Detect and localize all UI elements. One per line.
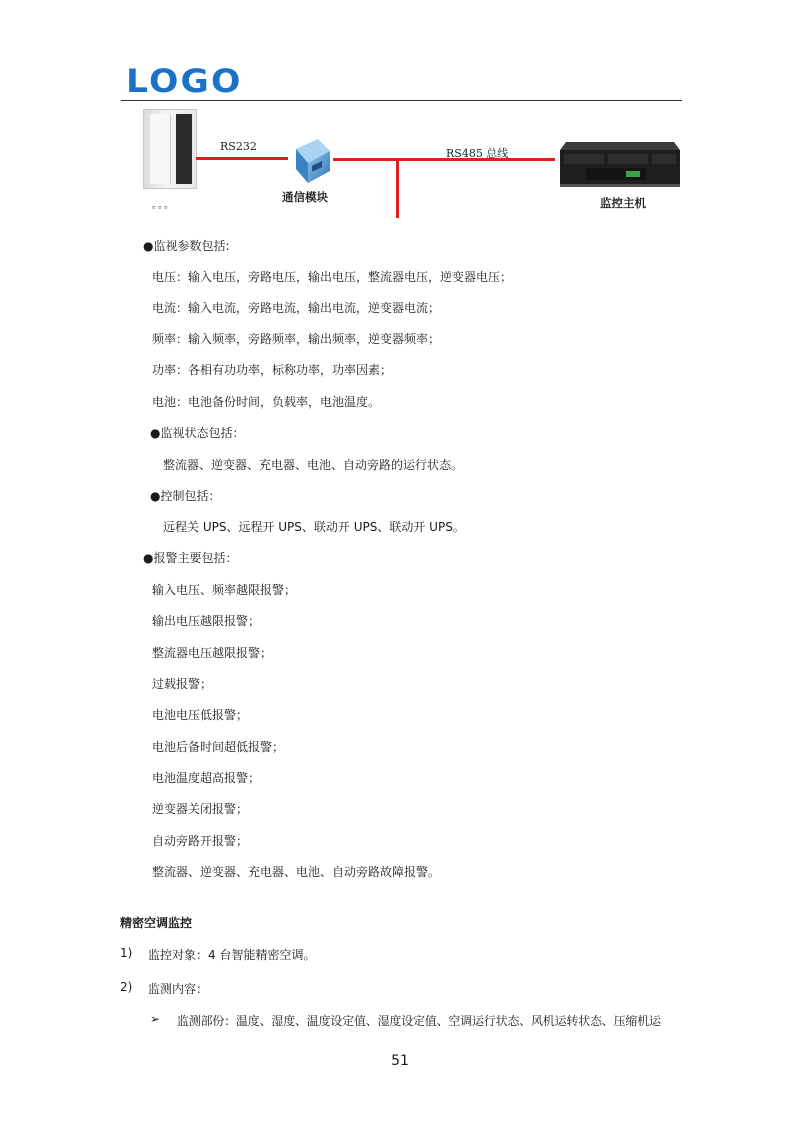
alarm-item: 整流器电压越限报警； [152,646,273,660]
list-number: 2) [120,980,133,994]
rs232-label: RS232 [220,140,257,153]
current-line: 电流：输入电流，旁路电流，输出电流，逆变器电流； [152,301,441,315]
control-heading: ●控制包括： [150,489,221,503]
monitor-target-line: 监控对象：4 台智能精密空调。 [148,948,316,962]
ellipsis-label: 。。。 [152,200,175,211]
alarm-item: 自动旁路开报警； [152,834,249,848]
comm-module-icon [288,137,333,185]
monitor-part-line: 监测部份：温度、湿度、温度设定值、湿度设定值、空调运行状态、风机运转状态、压缩机运 [177,1014,661,1028]
alarm-item: 电池后备时间超低报警； [152,740,285,754]
comm-module-label: 通信模块 [282,190,328,204]
voltage-line: 电压：输入电压，旁路电压，输出电压，整流器电压，逆变器电压； [152,270,513,284]
ups-cabinet-image [143,109,197,189]
rs485-drop-line [396,160,399,218]
control-text: 远程关 UPS、远程开 UPS、联动开 UPS、联动开 UPS。 [163,520,465,534]
status-heading: ●监视状态包括： [150,426,245,440]
page-number: 51 [391,1053,409,1069]
status-text: 整流器、逆变器、充电器、电池、自动旁路的运行状态。 [163,458,464,472]
alarm-item: 电池电压低报警； [152,708,249,722]
list-number: 1) [120,946,133,960]
rs485-label: RS485 总线 [446,147,509,160]
frequency-line: 频率：输入频率，旁路频率，输出频率，逆变器频率； [152,332,441,346]
logo: LOGO [126,62,243,100]
alarm-item: 输入电压、频率越限报警； [152,583,297,597]
system-diagram [0,0,800,230]
monitor-params-heading: ●监视参数包括: [143,239,230,253]
section-title-precision-ac: 精密空调监控 [120,916,193,930]
alarm-item: 电池温度超高报警； [152,771,261,785]
alarm-item: 过载报警； [152,677,213,691]
rs485-bus-line [333,158,555,161]
monitor-host-image [556,138,684,190]
monitor-content-line: 监测内容： [148,982,209,996]
alarm-item: 整流器、逆变器、充电器、电池、自动旁路故障报警。 [152,865,441,879]
alarm-item: 逆变器关闭报警； [152,802,249,816]
power-line: 功率：各相有功功率，标称功率，功率因素； [152,363,393,377]
monitor-host-label: 监控主机 [600,196,646,210]
battery-line: 电池：电池备份时间，负载率，电池温度。 [152,395,381,409]
alarm-heading: ●报警主要包括： [143,551,238,565]
alarm-item: 输出电压越限报警； [152,614,261,628]
rs232-line [196,157,288,160]
arrow-bullet-icon: ➢ [150,1012,161,1026]
